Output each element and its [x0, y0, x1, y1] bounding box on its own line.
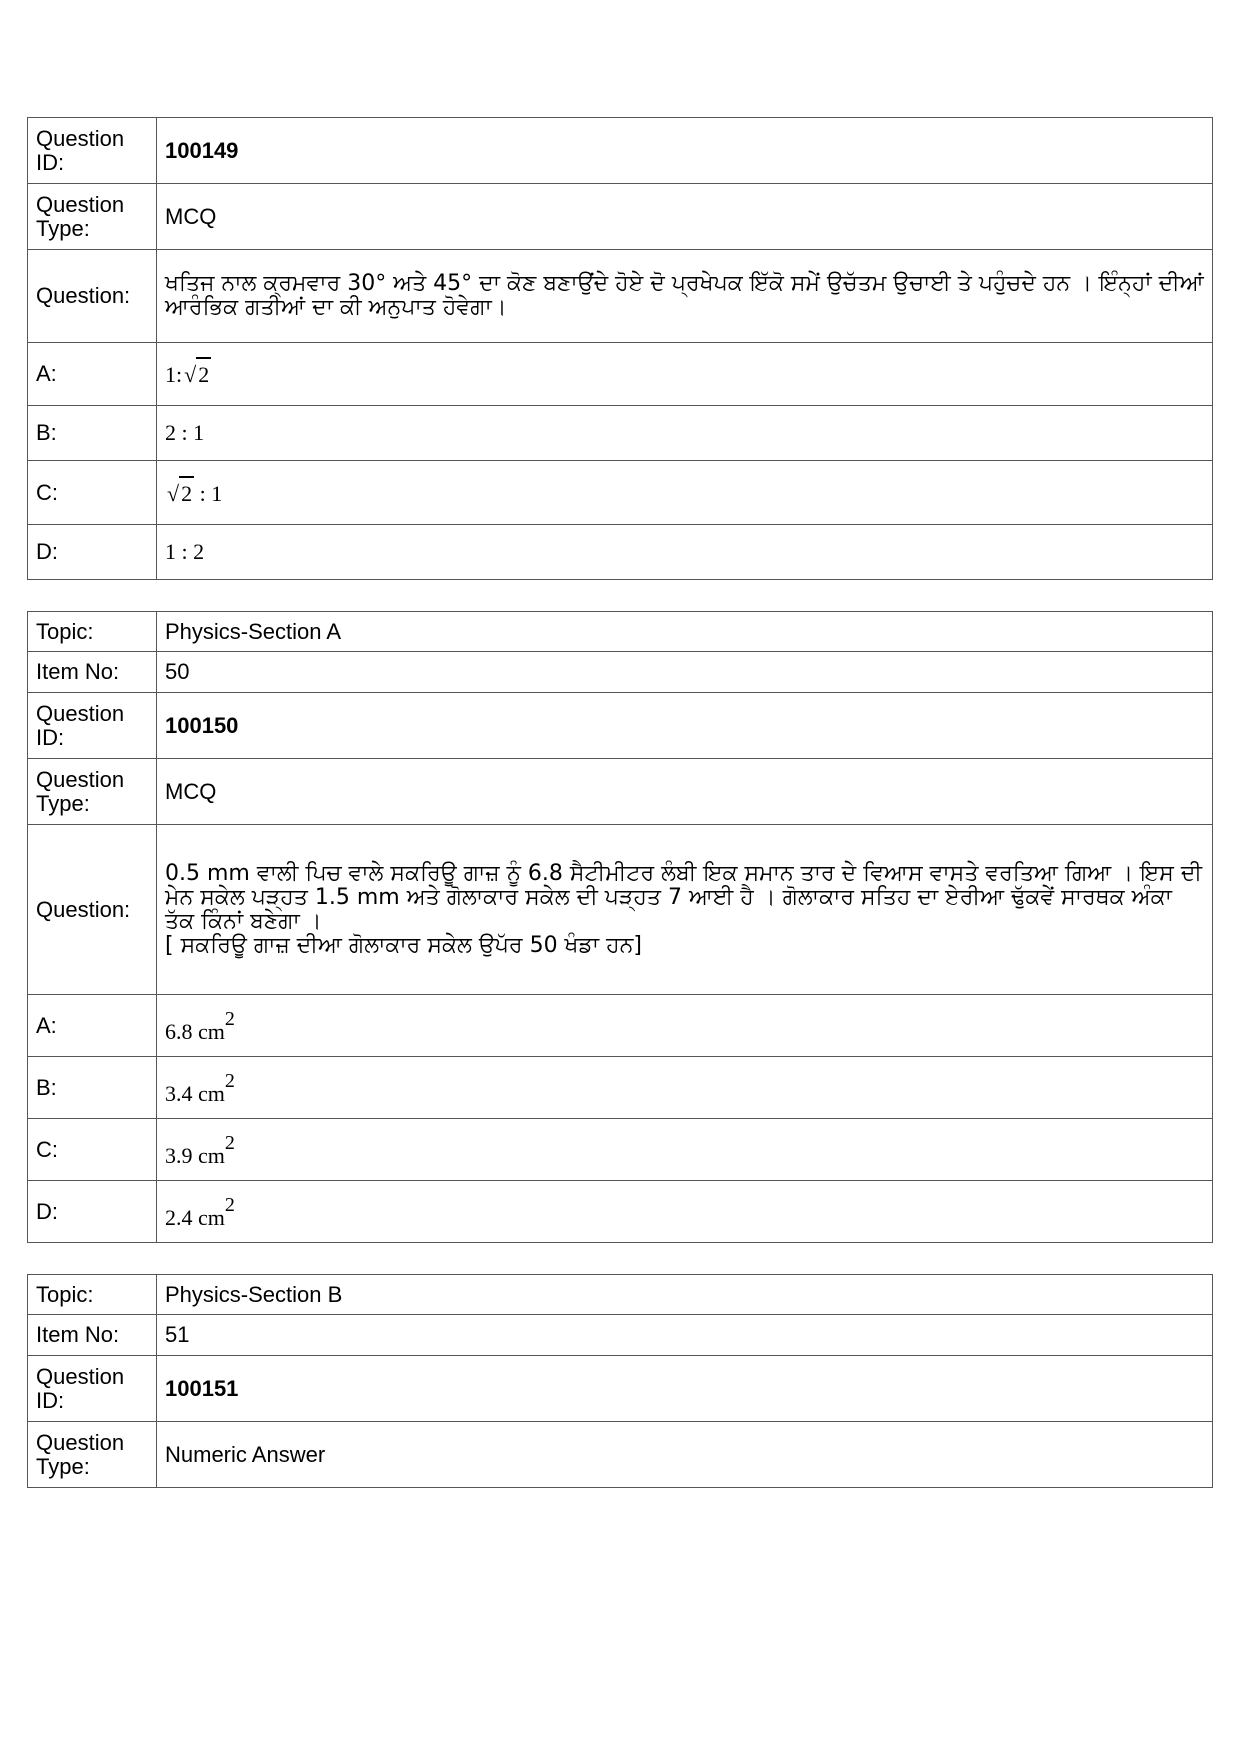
question-type-value: MCQ: [157, 759, 1213, 825]
sqrt-symbol: √2: [165, 476, 194, 510]
option-b-exponent: 2: [224, 1070, 235, 1092]
option-c-label: C:: [28, 1119, 157, 1181]
question-paragraph: 0.5 mm ਵਾਲੀ ਪਿਚ ਵਾਲੇ ਸਕਰਿਊ ਗਾਜ਼ ਨੂੰ 6.8 ਸੈਟੀਮੀਟਰ ਲੰਬੀ ਇਕ ਸਮਾਨ ਤਾਰ ਦੇ ਵਿਆਸ ਵਾਸਤੇ ਵਰਤਿਆ ਗਿਆ । ਇਸ ਦੀ ਮੇਨ ਸਕੇਲ ਪੜ੍ਹਤ 1.5 mm ਅਤੇ ਗੋਲਾਕਾਰ ਸਕੇਲ ਦੀ ਪੜ੍ਹਤ 7 ਆਈ ਹੈ । ਗੋਲਾਕਾਰ ਸਤਿਹ ਦਾ ਏਰੀਆ ਢੁੱਕਵੇਂ ਸਾਰਥਕ ਅੰਕਾ ਤੱਕ ਕਿੰਨਾਂ ਬਣੇਗਾ ।: [165, 860, 1202, 934]
question-type-value: Numeric Answer: [157, 1422, 1213, 1488]
question-label: Question:: [28, 250, 157, 343]
question-type-value: MCQ: [157, 184, 1213, 250]
question-table-100149: [27, 117, 1213, 580]
question-text: [157, 825, 1213, 995]
item-no-value: 51: [157, 1315, 1213, 1356]
option-b-label: B:: [28, 406, 157, 461]
option-a-prefix: 1:: [165, 362, 183, 387]
option-d-label: D:: [28, 525, 157, 580]
question-table-100151: [27, 1274, 1213, 1488]
item-no-value: 50: [157, 652, 1213, 693]
question-id-label: Question ID:: [28, 693, 157, 759]
option-b-value: 2 : 1: [157, 406, 1213, 461]
option-d-exponent: 2: [224, 1194, 235, 1216]
option-a-exponent: 2: [224, 1008, 235, 1030]
option-b-value: [157, 1057, 1213, 1119]
option-b-text: 3.4 cm: [165, 1081, 225, 1106]
option-c-suffix: : 1: [194, 480, 223, 506]
option-d-text: 2.4 cm: [165, 1205, 225, 1230]
option-a-radicand: 2: [196, 357, 211, 391]
question-id-value: 100149: [157, 118, 1213, 184]
option-a-label: A:: [28, 995, 157, 1057]
option-b-label: B:: [28, 1057, 157, 1119]
option-d-value: [157, 1181, 1213, 1243]
question-id-label: Question ID:: [28, 118, 157, 184]
sqrt-symbol: √2: [182, 357, 211, 391]
option-c-label: C:: [28, 461, 157, 525]
option-a-label: A:: [28, 343, 157, 406]
option-d-value: 1 : 2: [157, 525, 1213, 580]
question-text: ਖਤਿਜ ਨਾਲ ਕ੍ਰਮਵਾਰ 30° ਅਤੇ 45° ਦਾ ਕੋਣ ਬਣਾਉਂਦੇ ਹੋਏ ਦੋ ਪ੍ਰਖੇਪਕ ਇੱਕੋ ਸਮੇਂ ਉਚੱਤਮ ਉਚਾਈ ਤੇ ਪਹੁੰਚਦੇ ਹਨ । ਇੰਨ੍ਹਾਂ ਦੀਆਂ ਆਰੰਭਿਕ ਗਤੀਆਂ ਦਾ ਕੀ ਅਨੁਪਾਤ ਹੋਵੇਗਾ।: [157, 250, 1213, 343]
option-d-label: D:: [28, 1181, 157, 1243]
question-note: [ ਸਕਰਿਊ ਗਾਜ਼ ਦੀਆ ਗੋਲਾਕਾਰ ਸਕੇਲ ਉਪੱਰ 50 ਖੰਡਾ ਹਨ]: [165, 932, 642, 958]
option-a-text: 6.8 cm: [165, 1019, 225, 1044]
question-id-label: Question ID:: [28, 1356, 157, 1422]
option-c-exponent: 2: [224, 1132, 235, 1154]
item-no-label: Item No:: [28, 1315, 157, 1356]
option-c-value: [157, 1119, 1213, 1181]
question-type-label: Question Type:: [28, 1422, 157, 1488]
option-c-radicand: 2: [179, 476, 194, 510]
topic-label: Topic:: [28, 612, 157, 652]
topic-value: Physics-Section B: [157, 1275, 1213, 1315]
question-table-100150: [27, 611, 1213, 1243]
topic-label: Topic:: [28, 1275, 157, 1315]
question-type-label: Question Type:: [28, 184, 157, 250]
topic-value: Physics-Section A: [157, 612, 1213, 652]
question-label: Question:: [28, 825, 157, 995]
question-id-value: 100151: [157, 1356, 1213, 1422]
question-type-label: Question Type:: [28, 759, 157, 825]
option-c-value: [157, 461, 1213, 525]
option-c-text: 3.9 cm: [165, 1143, 225, 1168]
question-id-value: 100150: [157, 693, 1213, 759]
option-a-value: [157, 995, 1213, 1057]
option-a-value: [157, 343, 1213, 406]
item-no-label: Item No:: [28, 652, 157, 693]
